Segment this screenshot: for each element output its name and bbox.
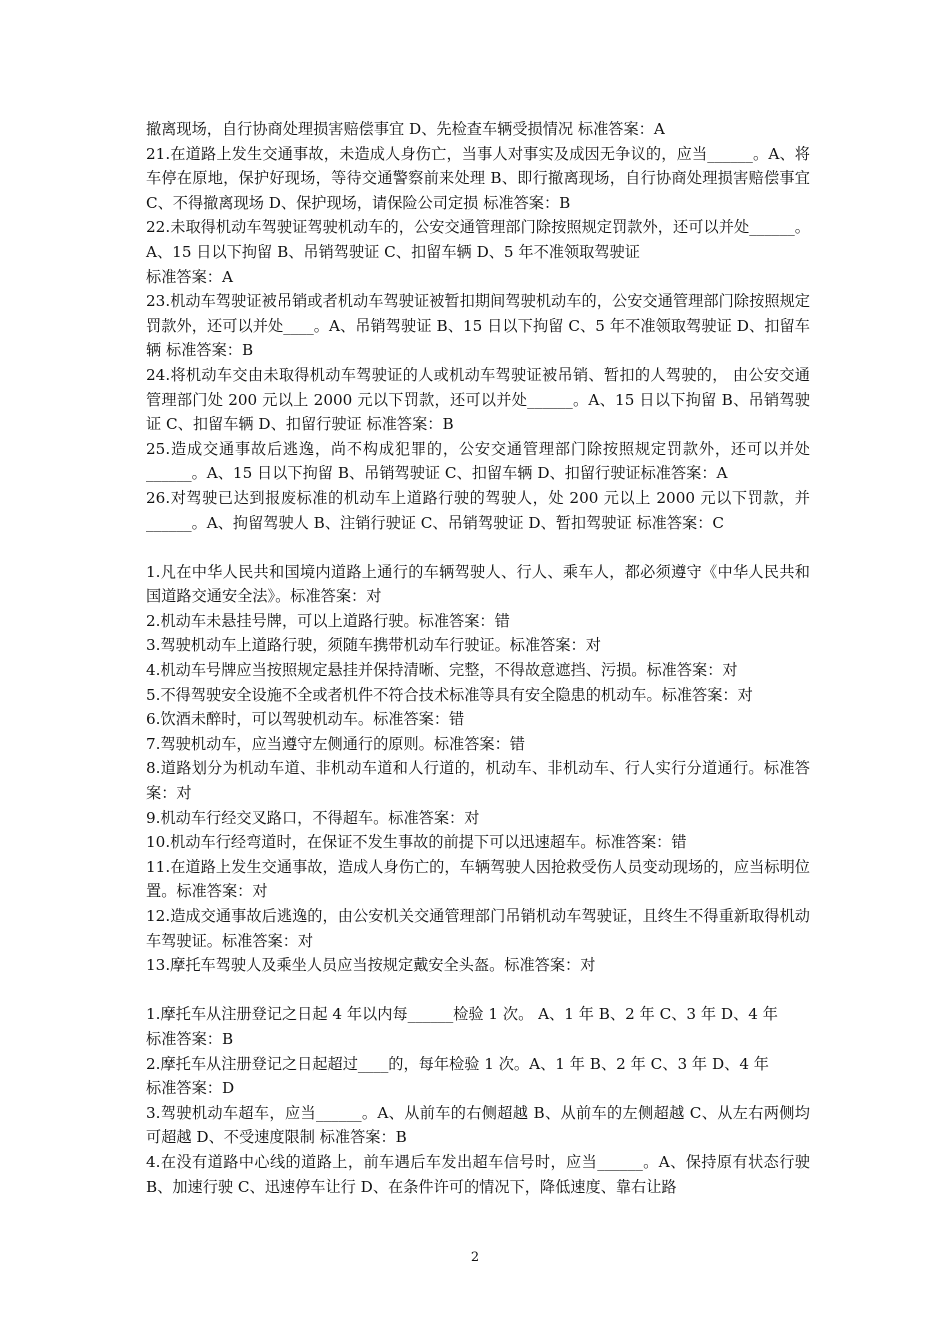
question-paragraph: 4.机动车号牌应当按照规定悬挂并保持清晰、完整，不得故意遮挡、污损。标准答案：对 <box>146 661 738 680</box>
question-paragraph: 3.驾驶机动车上道路行驶，须随车携带机动车行驶证。标准答案：对 <box>146 636 601 655</box>
question-paragraph: 4.在没有道路中心线的道路上，前车遇后车发出超车信号时，应当______。A、保持原有状态行驶 B、加速行驶 C、迅速停车让行 D、在条件许可的情况下，降低速度、靠右让路 <box>146 1152 810 1196</box>
document-body <box>146 117 810 1199</box>
section-true-false <box>146 560 810 978</box>
question-paragraph: 10.机动车行经弯道时，在保证不发生事故的前提下可以迅速超车。标准答案：错 <box>146 833 687 852</box>
question-paragraph: 5.不得驾驶安全设施不全或者机件不符合技术标准等具有安全隐患的机动车。标准答案：对 <box>146 685 753 704</box>
question-paragraph: 26.对驾驶已达到报废标准的机动车上道路行驶的驾驶人，处 200 元以上 2000 元以下罚款，并______。A、拘留驾驶人 B、注销行驶证 C、吊销驾驶证 D、暂扣驾驶证 标准答案：C <box>146 488 810 532</box>
question-paragraph: 22.未取得机动车驾驶证驾驶机动车的，公安交通管理部门除按照规定罚款外，还可以并处______。A、15 日以下拘留 B、吊销驾驶证 C、扣留车辆 D、5 年不准领取驾驶证 <box>146 218 810 261</box>
question-paragraph: 12.造成交通事故后逃逸的，由公安机关交通管理部门吊销机动车驾驶证，且终生不得重新取得机动车驾驶证。标准答案：对 <box>146 907 810 950</box>
question-paragraph: 8.道路划分为机动车道、非机动车道和人行道的，机动车、非机动车、行人实行分道通行。标准答案：对 <box>146 759 810 803</box>
question-paragraph: 21.在道路上发生交通事故，未造成人身伤亡，当事人对事实及成因无争议的，应当______。A、将车停在原地，保护好现场，等待交通警察前来处理 B、即行撤离现场，自行协商处理损害赔偿事宜 C、不得撤离现场 D、保护现场，请保险公司定损 标准答案：B <box>146 144 810 212</box>
question-paragraph: 撤离现场，自行协商处理损害赔偿事宜 D、先检查车辆受损情况 标准答案：A <box>146 120 665 138</box>
question-paragraph: 11.在道路上发生交通事故，造成人身伤亡的，车辆驾驶人因抢救受伤人员变动现场的，应当标明位置。标准答案：对 <box>146 857 810 901</box>
section-single-choice <box>146 1002 810 1199</box>
page-number: 2 <box>470 1250 480 1265</box>
question-paragraph: 9.机动车行经交叉路口，不得超车。标准答案：对 <box>146 808 480 827</box>
answer-line: 标准答案：D <box>146 1079 235 1098</box>
question-paragraph: 7.驾驶机动车，应当遵守左侧通行的原则。标准答案：错 <box>146 734 525 753</box>
section-gap <box>146 535 810 560</box>
question-paragraph: 3.驾驶机动车超车，应当______。A、从前车的右侧超越 B、从前车的左侧超越 C、从左右两侧均可超越 D、不受速度限制 标准答案：B <box>146 1103 810 1147</box>
question-paragraph: 25.造成交通事故后逃逸，尚不构成犯罪的，公安交通管理部门除按照规定罚款外，还可以并处______。A、15 日以下拘留 B、吊销驾驶证 C、扣留车辆 D、扣留行驶证标准答案：A <box>146 439 810 483</box>
question-paragraph: 2.摩托车从注册登记之日起超过____的，每年检验 1 次。A、1 年 B、2 年 C、3 年 D、4 年 <box>146 1054 769 1073</box>
question-paragraph: 2.机动车未悬挂号牌，可以上道路行驶。标准答案：错 <box>146 611 510 630</box>
question-paragraph: 23.机动车驾驶证被吊销或者机动车驾驶证被暂扣期间驾驶机动车的，公安交通管理部门除按照规定罚款外，还可以并处____。A、吊销驾驶证 B、15 日以下拘留 C、5 年不准领取驾驶证 D、扣留车辆 标准答案：B <box>146 292 810 360</box>
answer-line: 标准答案：A <box>146 267 233 286</box>
question-paragraph: 24.将机动车交由未取得机动车驾驶证的人或机动车驾驶证被吊销、暂扣的人驾驶的， 由公安交通管理部门处 200 元以上 2000 元以下罚款，还可以并处______。A、15 日以下拘留 B、吊销驾驶证 C、扣留车辆 D、扣留行驶证 标准答案：B <box>146 365 810 434</box>
question-paragraph: 6.饮酒未醉时，可以驾驶机动车。标准答案：错 <box>146 710 465 729</box>
question-paragraph: 13.摩托车驾驶人及乘坐人员应当按规定戴安全头盔。标准答案：对 <box>146 956 596 975</box>
answer-line: 标准答案：B <box>146 1029 234 1048</box>
section-gap <box>146 978 810 1003</box>
section-single-choice-continued <box>146 117 810 535</box>
question-paragraph: 1.凡在中华人民共和国境内道路上通行的车辆驾驶人、行人、乘车人，都必须遵守《中华人民共和国道路交通安全法》。标准答案：对 <box>146 562 810 606</box>
question-paragraph: 1.摩托车从注册登记之日起 4 年以内每______检验 1 次。 A、1 年 B、2 年 C、3 年 D、4 年 <box>146 1005 778 1024</box>
